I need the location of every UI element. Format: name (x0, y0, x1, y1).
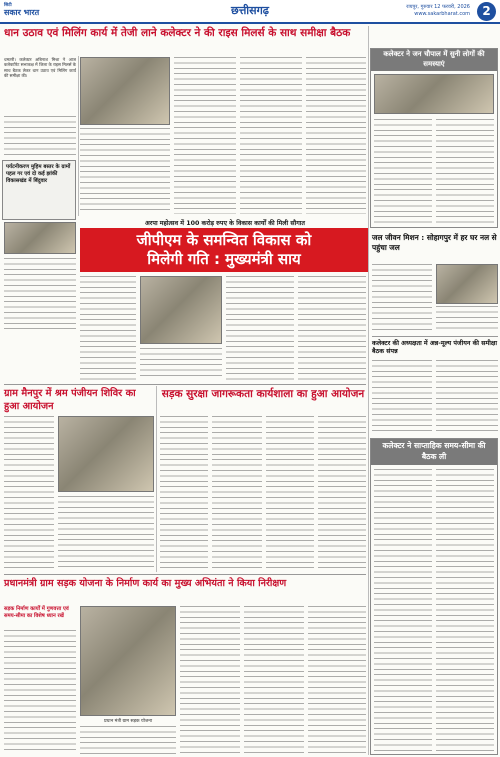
right-low-col2 (436, 360, 498, 434)
banner-col1 (80, 276, 136, 380)
right-bottom-box (370, 438, 498, 755)
right-mid-photo (436, 264, 498, 304)
bottom-photo-caption: प्रधान मंत्री ग्राम सड़क योजना (103, 719, 153, 724)
banner-headline: जीपीएम के समन्वित विकास को मिलेगी गति : मुख्यमंत्री साय (136, 231, 312, 268)
bottom-photo (80, 606, 176, 716)
bottom-col4 (244, 606, 304, 754)
left-mid-photo (4, 222, 76, 254)
column-rule (156, 386, 157, 572)
right-top-header (371, 49, 497, 71)
right-top-col1 (374, 119, 432, 224)
page-number (477, 2, 496, 21)
right-bottom-header (371, 439, 497, 465)
mid-center-col1 (160, 416, 208, 570)
mid-center-col2 (212, 416, 262, 570)
bottom-col2 (80, 726, 176, 754)
bottom-headline: प्रधानमंत्री ग्राम सड़क योजना के निर्माण कार्य का मुख्य अभियंता ने किया निरीक्षण (4, 578, 287, 589)
banner-photo (140, 276, 222, 344)
mid-center-headline: सड़क सुरक्षा जागरूकता कार्यशाला का हुआ आयोजन (161, 388, 365, 400)
mid-center-col4 (318, 416, 366, 570)
bottom-rule (4, 574, 366, 575)
right-top-col2 (436, 119, 494, 224)
mid-left-col2 (58, 496, 154, 570)
lead-intro: धमतरी। कलेक्टर अबिनाश मिश्रा ने आज कलेक्टोरेट सभाकक्ष में जिला के राइस मिलर्स के साथ बैठक लेकर धान उठाव एवं मिलिंग कार्य की समीक्षा की। (4, 57, 76, 79)
right-low-col1 (372, 360, 432, 434)
banner-col4 (298, 276, 366, 380)
lead-col5-body (306, 57, 366, 214)
right-top-photo (374, 74, 494, 114)
brand-logo: सिटी सकार भारत (4, 3, 74, 21)
lead-col3-body (174, 57, 236, 214)
brand-name: सकार भारत (4, 8, 40, 17)
website: www.sakarbharat.com (414, 11, 470, 17)
bottom-subheadline: सड़क निर्माण कार्यों में गुणवत्ता एवं समय-सीमा का विशेष ध्यान रखें (4, 606, 69, 619)
left-mid-box (2, 160, 76, 220)
lead-col2-body (80, 128, 170, 214)
bottom-col3 (180, 606, 240, 754)
banner-box (80, 228, 368, 272)
banner-col3 (226, 276, 294, 380)
right-low-headline: कलेक्टर की अध्यक्षता में अन्न-मूल्य पंजीयन की समीक्षा बैठक संपन्न (372, 340, 498, 356)
lead-headline: धान उठाव एवं मिलिंग कार्य में तेजी लाने कलेक्टर ने की राइस मिलर्स के साथ समीक्षा बैठक (4, 27, 351, 39)
right-bottom-col1 (374, 469, 432, 751)
masthead (0, 0, 500, 24)
right-mid-headline: जल जीवन मिशन : सोहागपुर में हर घर नल से पहुंचा जल (372, 233, 497, 252)
banner-col2 (140, 348, 222, 380)
column-rule (368, 26, 369, 755)
mid-rule (4, 384, 366, 385)
dateline: रायपुर, गुरुवार 12 फरवरी, 2026 (406, 4, 470, 10)
lead-photo (80, 57, 170, 125)
lead-col1-body (4, 116, 76, 156)
banner-kicker: अरपा महोत्सव में 100 करोड़ रुपए के विकास कार्यों की मिली सौगात (144, 220, 305, 227)
mid-left-col1 (4, 416, 54, 570)
section-name: छत्तीसगढ़ (231, 4, 269, 17)
right-mid-col2 (436, 306, 498, 332)
bottom-col1 (4, 630, 76, 754)
mid-left-headline: ग्राम मैनपुर में श्रम पंजीयन शिविर का हुआ आयोजन (4, 388, 136, 412)
bottom-col5 (308, 606, 366, 754)
right-top-headline: कलेक्टर ने जन चौपाल में सुनी लोगों की समस्याएं (383, 50, 485, 68)
left-mid-headline: पर्यटनीकरण मुहिम बस्तर के ग्रामों पहल गर एवं दो कई झांकी विकासखंड में बिंदुवार (6, 164, 71, 184)
column-rule (78, 56, 79, 216)
left-mid-body (4, 258, 76, 330)
right-bottom-headline: कलेक्टर ने साप्ताहिक समय-सीमा की बैठक ली (382, 441, 486, 461)
lead-col4-body (240, 57, 302, 214)
right-bottom-col2 (436, 469, 494, 751)
right-top-box (370, 48, 498, 228)
right-mid-col1 (372, 264, 432, 332)
right-low-rule (372, 336, 498, 337)
page-number-text: 2 (482, 4, 491, 18)
mid-center-col3 (266, 416, 314, 570)
mid-left-photo (58, 416, 154, 492)
